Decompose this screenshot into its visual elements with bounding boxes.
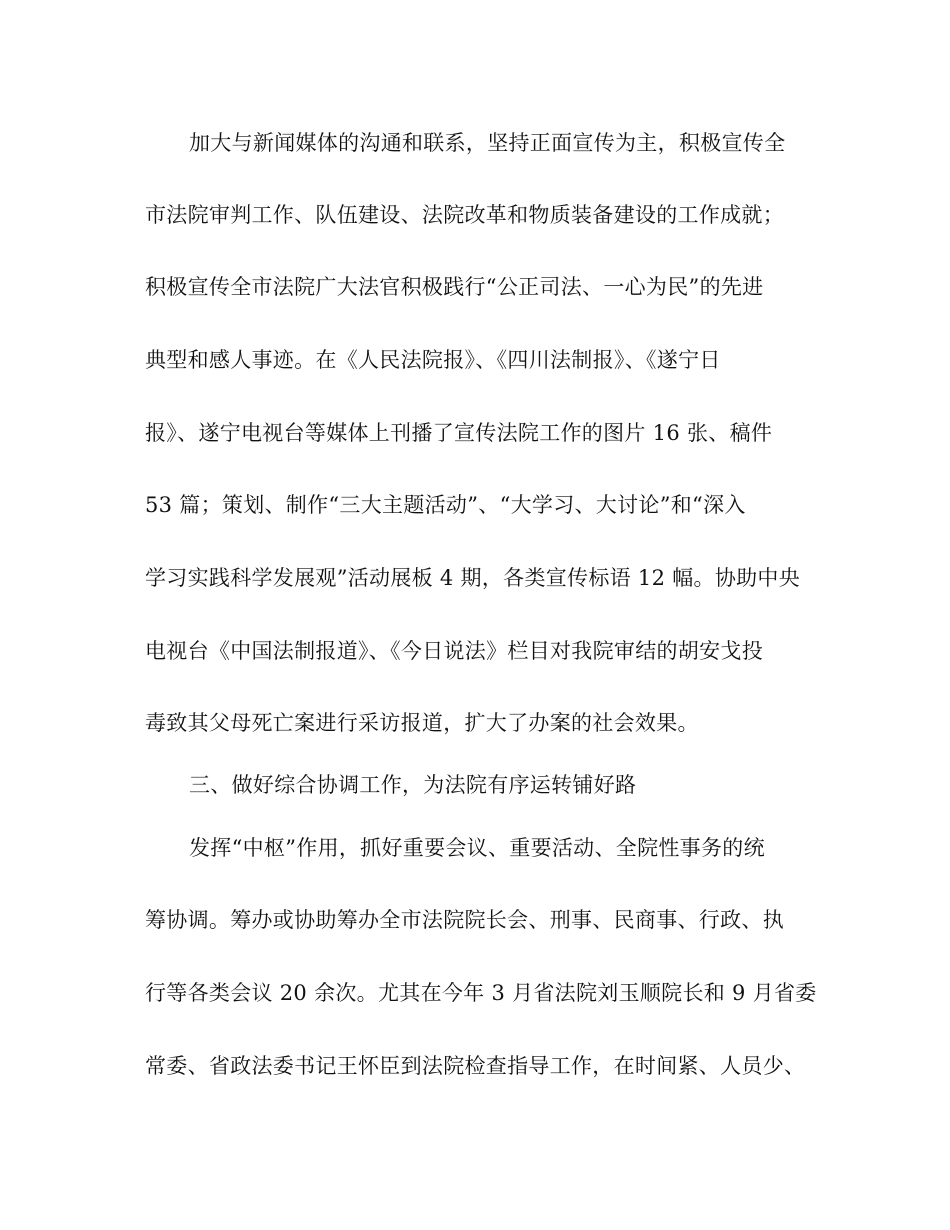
paragraph-1-line-8: 电视台《中国法制报道》、《今日说法》栏目对我院审结的胡安戈投 [145, 639, 763, 663]
paragraph-1-line-6: 53 篇；策划、制作“三大主题活动”、“大学习、大讨论”和“深入 [145, 493, 746, 517]
paragraph-1-line-1: 加大与新闻媒体的沟通和联系，坚持正面宣传为主，积极宣传全 [189, 131, 786, 155]
paragraph-1-line-3: 积极宣传全市法院广大法官积极践行“公正司法、一心为民”的先进 [145, 275, 764, 299]
paragraph-1-line-7: 学习实践科学发展观”活动展板 4 期，各类宣传标语 12 幅。协助中央 [145, 566, 801, 590]
section-heading: 三、做好综合协调工作，为法院有序运转铺好路 [189, 773, 637, 797]
paragraph-1-line-9: 毒致其父母死亡案进行采访报道，扩大了办案的社会效果。 [145, 711, 699, 735]
paragraph-2-line-1: 发挥“中枢”作用，抓好重要会议、重要活动、全院性事务的统 [189, 836, 765, 860]
paragraph-2-line-4: 常委、省政法委书记王怀臣到法院检查指导工作，在时间紧、人员少、 [145, 1054, 806, 1078]
paragraph-1-line-5: 报》、遂宁电视台等媒体上刊播了宣传法院工作的图片 16 张、稿件 [145, 421, 773, 445]
paragraph-2-line-3: 行等各类会议 20 余次。尤其在今年 3 月省法院刘玉顺院长和 9 月省委 [145, 981, 817, 1005]
paragraph-2-line-2: 筹协调。筹办或协助筹办全市法院院长会、刑事、民商事、行政、执 [145, 908, 784, 932]
paragraph-1-line-2: 市法院审判工作、队伍建设、法院改革和物质装备建设的工作成就； [145, 203, 784, 227]
paragraph-1-line-4: 典型和感人事迹。在《人民法院报》、《四川法制报》、《遂宁日 [145, 348, 721, 372]
